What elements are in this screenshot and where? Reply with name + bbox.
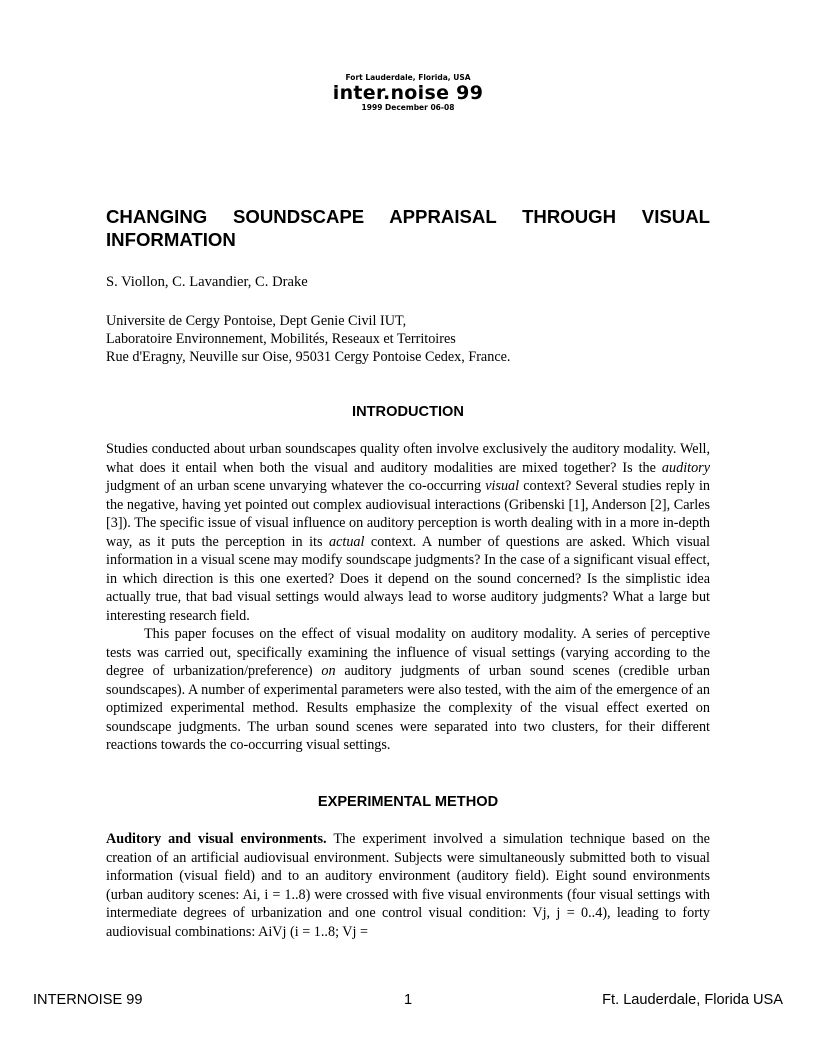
text-run: judgment of an urban scene unvarying whatever the co-occurring <box>106 478 486 494</box>
introduction-paragraph-1 <box>106 440 710 625</box>
text-run: This paper focuses on the effect of visual modality on auditory modality. A series of perceptive tests was carried out, specifically examining the influence of visual settings (varying according to the degree of urbanization/preference) <box>106 626 710 679</box>
logo-location: Fort Lauderdale, Florida, USA <box>345 73 471 82</box>
experimental-method-paragraph <box>106 830 710 941</box>
text-run: context? Several studies reply in the negative, having yet pointed out complex audiovisual interactions (Gribenski [1], Anderson [2], Carles [3]). The specific issue of visual influence on auditory perception is worth dealing with in a more in-depth way, as it puts the perception in its <box>106 478 710 550</box>
experimental-method-body <box>106 830 710 941</box>
text-run: auditory judgments of urban sound scenes (credible urban soundscapes). A number of experimental parameters were also tested, with the aim of the emergence of an optimized experimental method. Results emphasize the complexity of the visual effect exerted on soundscape judgments. The urban sound scenes were separated into two clusters, for their different reactions towards the co-occurring visual settings. <box>106 663 711 753</box>
introduction-heading: INTRODUCTION <box>352 404 464 420</box>
affiliation-line: Laboratoire Environnement, Mobilités, Reseaux et Territoires <box>106 331 456 347</box>
affiliation <box>106 312 710 366</box>
footer-conference: INTERNOISE 99 <box>33 992 143 1008</box>
affiliation-line: Universite de Cergy Pontoise, Dept Genie Civil IUT, <box>106 313 407 329</box>
footer-location: Ft. Lauderdale, Florida USA <box>602 992 783 1008</box>
conference-logo <box>0 73 816 113</box>
text-run: The experiment involved a simulation technique based on the creation of an artificial audiovisual environment. Subjects were simultaneously submitted both to visual information (visual field) and to an auditory environment (auditory field). Eight sound environments (urban auditory scenes: Ai, i = 1..8) were crossed with five visual environments (four visual settings with intermediate degrees of urbanization and one control visual condition: Vj, j = 0..4), leading to forty audiovisual combinations: AiVj (i = 1..8; Vj = <box>106 831 710 940</box>
emphasis: visual <box>485 478 520 494</box>
emphasis: actual <box>328 533 365 550</box>
text-run: context. A number of questions are asked. Which visual information in a visual scene may modify soundscape judgments? In the case of a significant visual effect, in which direction is this one exerted? Does it depend on the sound concerned? Is the simplistic idea actually true, that bad visual settings would always lead to worse auditory judgments? What a large but interesting research field. <box>106 533 710 624</box>
emphasis: on <box>321 663 336 679</box>
introduction-body <box>106 440 710 755</box>
text-run: Studies conducted about urban soundscapes quality often involve exclusively the auditory modality. Well, what does it entail when both the visual and auditory modalities are mixed together? Is the <box>106 441 710 476</box>
page-number: 1 <box>403 992 413 1008</box>
logo-name: inter.noise 99 <box>332 82 484 104</box>
logo-dates: 1999 December 06-08 <box>361 103 455 112</box>
page-footer <box>0 990 816 1010</box>
authors: S. Viollon, C. Lavandier, C. Drake <box>106 274 308 290</box>
affiliation-line: Rue d'Eragny, Neuville sur Oise, 95031 Cergy Pontoise Cedex, France. <box>106 349 511 365</box>
paragraph-lead: Auditory and visual environments. <box>106 831 327 847</box>
introduction-paragraph-2 <box>106 625 710 755</box>
paper-title: CHANGING SOUNDSCAPE APPRAISAL THROUGH VISUAL INFORMATION <box>106 206 710 250</box>
experimental-method-heading: EXPERIMENTAL METHOD <box>317 794 499 810</box>
emphasis: auditory <box>661 459 710 476</box>
